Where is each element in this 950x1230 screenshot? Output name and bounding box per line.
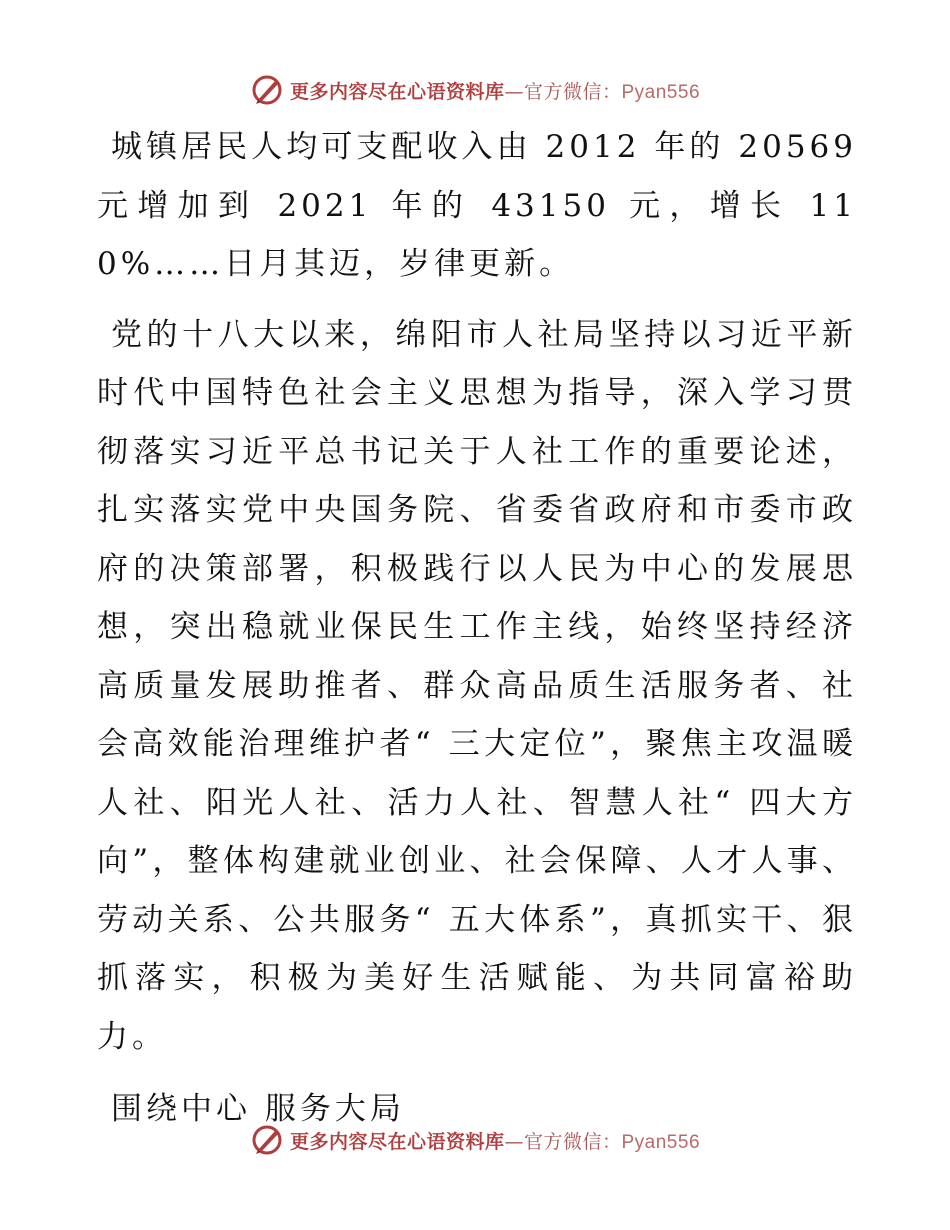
- watermark-main-text: 更多内容尽在心语资料库: [289, 80, 505, 103]
- watermark-separator: —: [504, 80, 524, 103]
- watermark-sub-text: 官方微信：: [523, 1130, 622, 1153]
- watermark-text: [290, 1127, 700, 1154]
- watermark-separator: —: [504, 1130, 524, 1153]
- pen-in-circle-logo-icon: [250, 73, 284, 107]
- watermark-text: [290, 77, 700, 104]
- watermark-wechat-id: Pyan556: [621, 81, 701, 103]
- pen-in-circle-logo-icon: [250, 1123, 284, 1157]
- paragraph-income: 城镇居民人均可支配收入由 2012 年的 20569 元增加到 2021 年的 43150 元，增长 110%……日月其迈，岁律更新。: [97, 129, 857, 282]
- watermark-sub-text: 官方微信：: [523, 80, 622, 103]
- document-body: [97, 118, 857, 1139]
- watermark-banner-top: [0, 70, 950, 110]
- watermark-banner-bottom: [0, 1120, 950, 1160]
- section-heading: 围绕中心 服务大局: [111, 1091, 405, 1127]
- paragraph-party-congress: 党的十八大以来，绵阳市人社局坚持以习近平新时代中国特色社会主义思想为指导，深入学习贯彻落实习近平总书记关于人社工作的重要论述，扎实落实党中央国务院、省委省政府和市委市政府的决策部署，积极践行以人民为中心的发展思想，突出稳就业保民生工作主线，始终坚持经济高质量发展助推者、群众高品质生活服务者、社会高效能治理维护者“ 三大定位”，聚焦主攻温暖人社、阳光人社、活力人社、智慧人社“ 四大方向”，整体构建就业创业、社会保障、人才人事、劳动关系、公共服务“ 五大体系”，真抓实干、狠抓落实，积极为美好生活赋能、为共同富裕助力。: [97, 316, 857, 1055]
- watermark-wechat-id: Pyan556: [621, 1131, 701, 1153]
- watermark-main-text: 更多内容尽在心语资料库: [289, 1130, 505, 1153]
